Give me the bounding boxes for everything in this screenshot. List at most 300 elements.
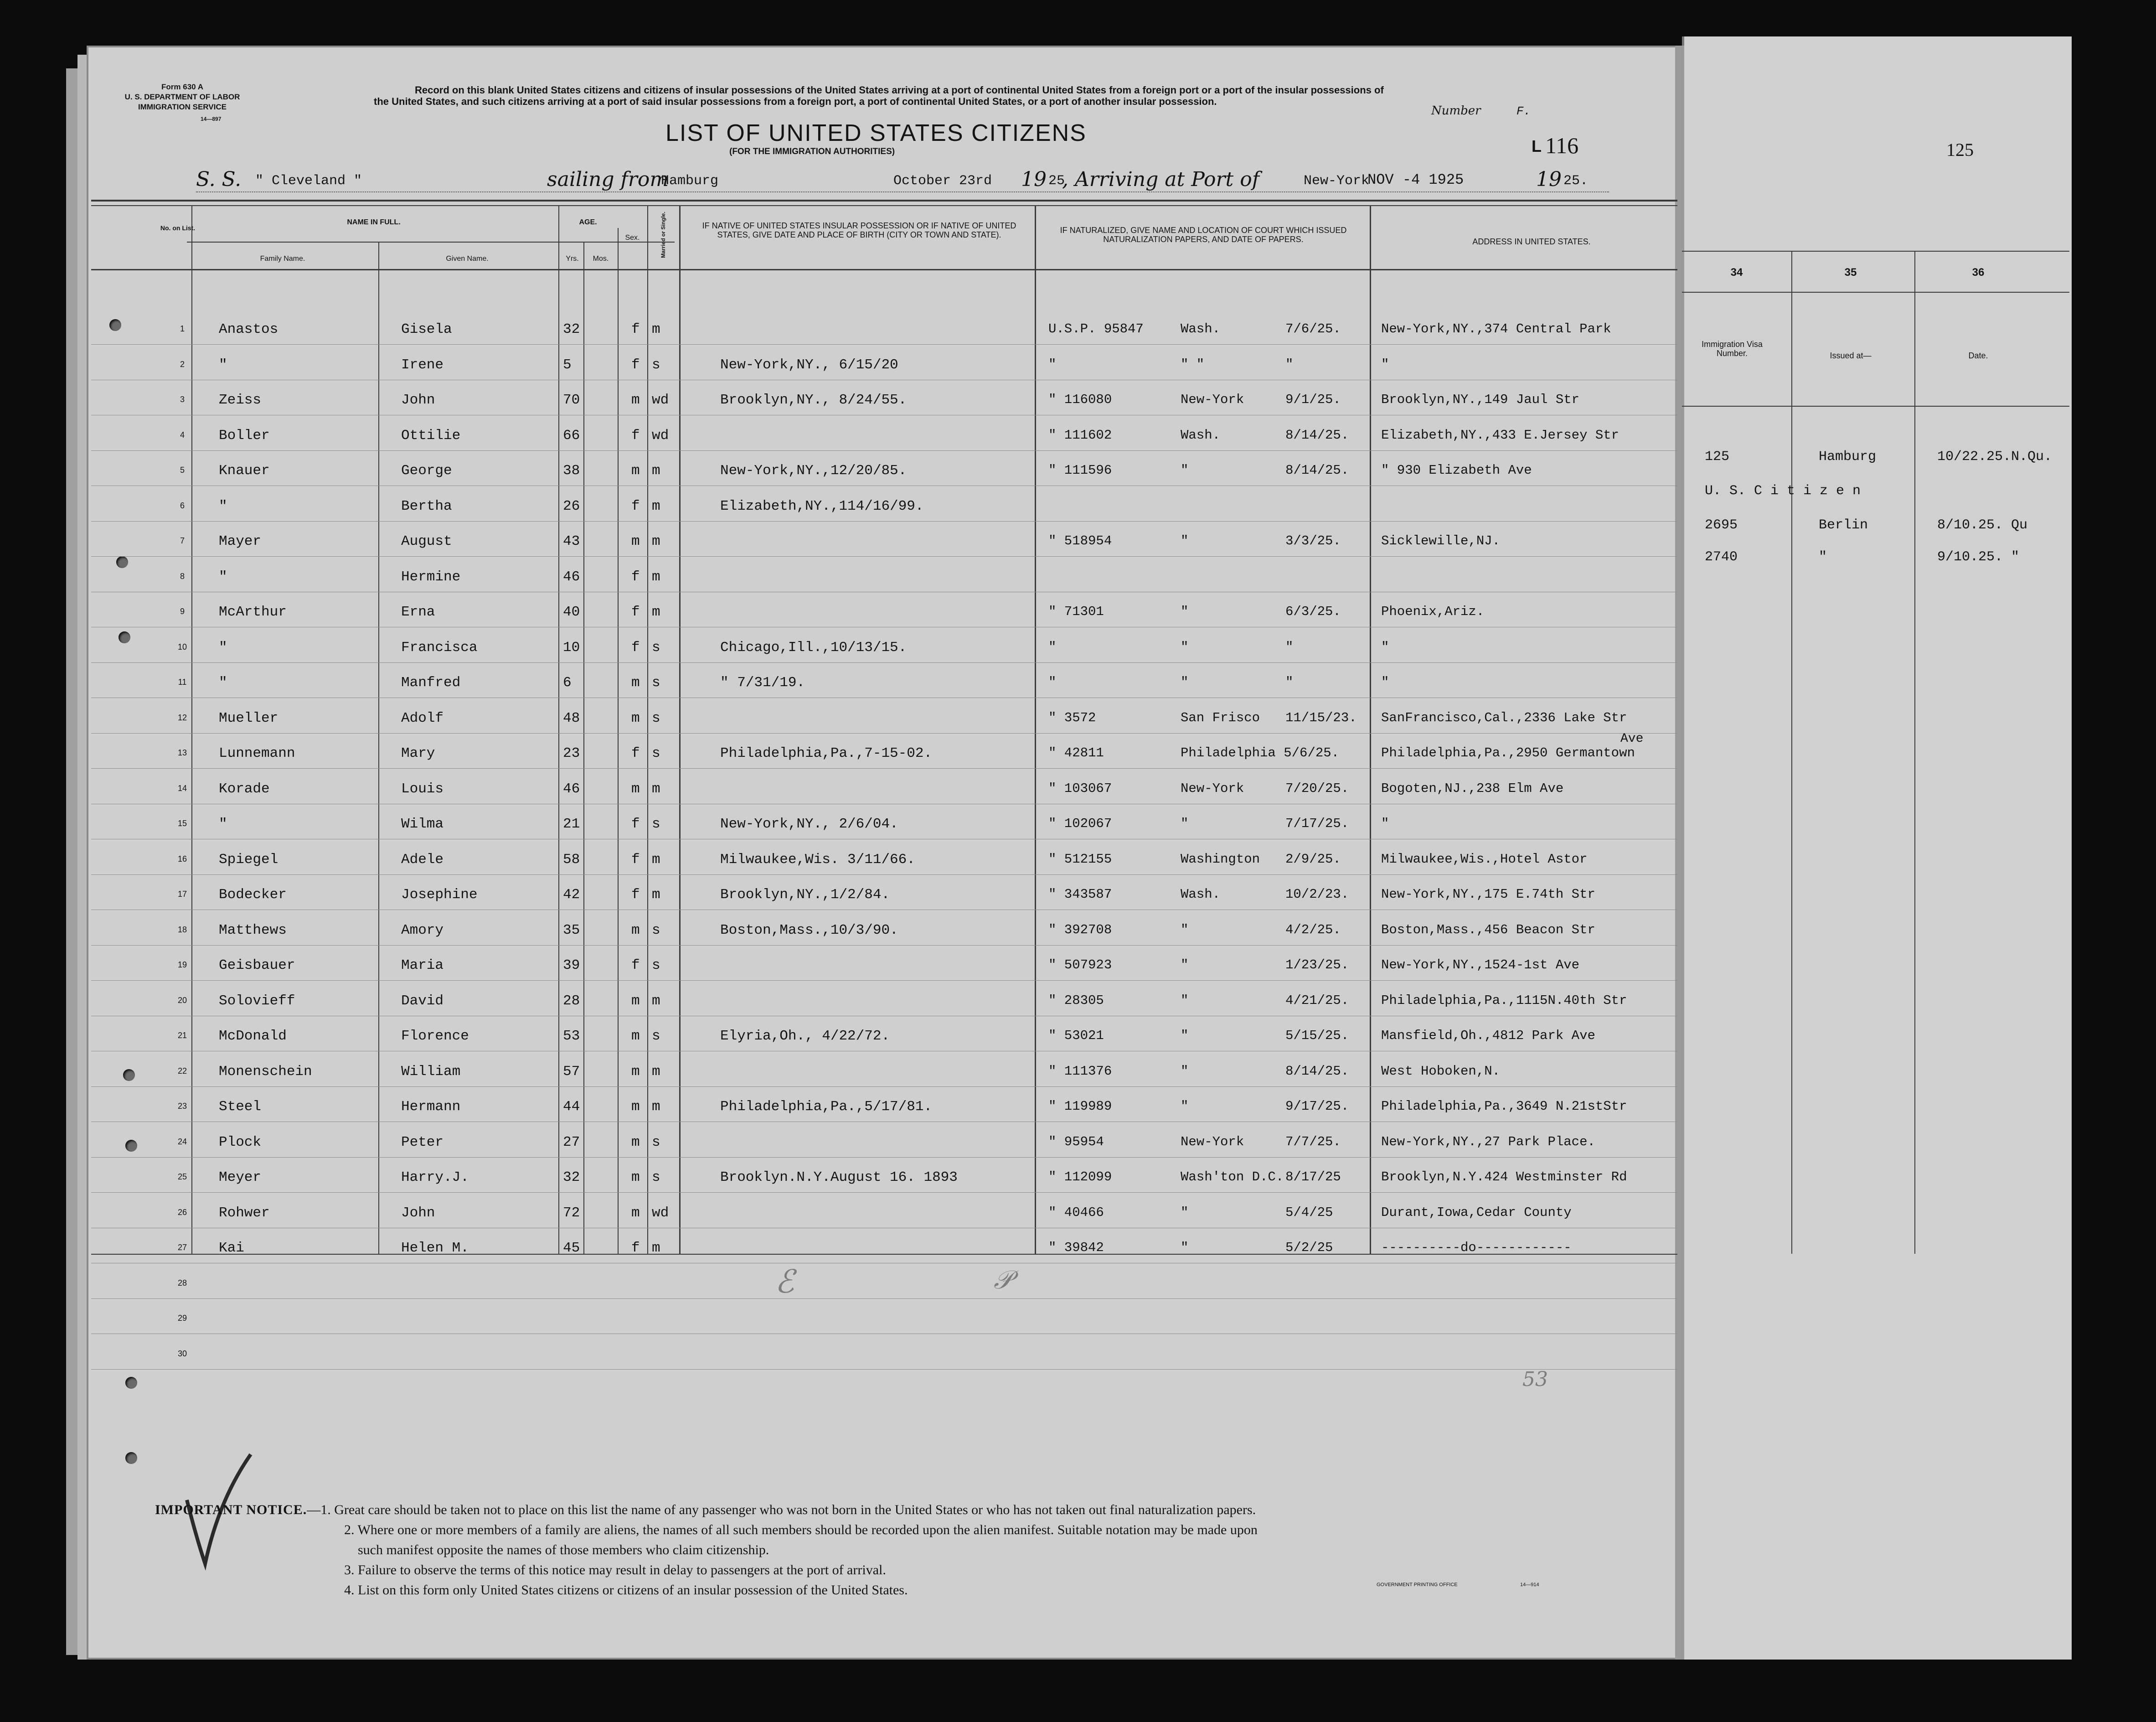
sex: m <box>631 533 640 549</box>
form-number: Form 630 A <box>161 83 203 91</box>
us-address: " 930 Elizabeth Ave <box>1381 463 1532 478</box>
col-header-given: Given Name. <box>446 255 489 263</box>
visa-date: 9/10.25. " <box>1937 549 2020 565</box>
age-years: 72 <box>563 1205 580 1221</box>
given-name: Peter <box>401 1134 444 1150</box>
row-number: 13 <box>177 748 187 757</box>
col-rule <box>679 205 681 1254</box>
col-rule <box>1035 205 1036 1254</box>
row-number: 25 <box>177 1172 187 1181</box>
right-header-rule <box>1682 406 2069 407</box>
certificate-number: " 518954 <box>1048 533 1112 548</box>
row-number: 8 <box>180 571 185 581</box>
us-address: Philadelphia,Pa.,1115N.40th Str <box>1381 993 1627 1008</box>
arriving-label: , Arriving at Port of <box>1062 168 1259 191</box>
court-location: Wash. <box>1181 427 1221 443</box>
marital-status: m <box>652 1099 660 1115</box>
birth-place-date: New-York,NY.,12/20/85. <box>720 463 907 479</box>
us-address: Philadelphia,Pa.,3649 N.21stStr <box>1381 1099 1627 1114</box>
given-name: Hermann <box>401 1099 461 1115</box>
certificate-number: " 103067 <box>1048 781 1112 796</box>
row-number: 24 <box>177 1137 187 1146</box>
papers-date: 9/17/25. <box>1285 1099 1349 1114</box>
row-number: 9 <box>180 607 185 616</box>
given-name: Mary <box>401 745 435 761</box>
given-name: Amory <box>401 922 444 938</box>
us-address: New-York,NY.,27 Park Place. <box>1381 1134 1595 1149</box>
age-years: 27 <box>563 1134 580 1150</box>
family-name: " <box>219 357 227 373</box>
sex: f <box>631 498 640 514</box>
age-years: 5 <box>563 357 572 373</box>
family-name: " <box>219 675 227 691</box>
row-number: 19 <box>177 960 187 969</box>
family-name: Meyer <box>219 1169 262 1185</box>
given-name: Harry.J. <box>401 1169 469 1185</box>
court-location: San Frisco <box>1181 710 1260 725</box>
sex: m <box>631 463 640 479</box>
court-location: " <box>1181 533 1189 548</box>
age-years: 23 <box>563 745 580 761</box>
family-name: Lunnemann <box>219 745 295 761</box>
col-rule <box>1370 205 1371 1254</box>
family-name: " <box>219 816 227 832</box>
page-fold <box>1675 46 1684 1660</box>
pencil-scribble: 𝒫 <box>994 1265 1012 1295</box>
ss-label: S. S. <box>196 168 242 191</box>
sex: f <box>631 639 640 656</box>
birth-place-date: Philadelphia,Pa.,5/17/81. <box>720 1099 933 1115</box>
list-mark-prefix: L <box>1532 137 1542 155</box>
form-instructions: Record on this blank United States citizens and citizens of insular possessions of the United States arriving at a port of continental United States from a foreign port or a port of the insular possessions of the United States, and such citizens arriving at a port of said insular possessions from a foreign port, a port of continental United States, or a port of another insular possession. <box>374 84 1384 107</box>
row-number: 1 <box>180 324 185 333</box>
given-name: William <box>401 1063 461 1080</box>
certificate-number: " 343587 <box>1048 887 1112 902</box>
birth-place-date: Boston,Mass.,10/3/90. <box>720 922 898 938</box>
court-location: Philadelphia 5/6/25. <box>1181 745 1340 760</box>
row-number: 4 <box>180 430 185 440</box>
row-number: 12 <box>177 713 187 722</box>
age-years: 28 <box>563 993 580 1009</box>
family-name: Bodecker <box>219 887 287 903</box>
col-header-name-in-full: NAME IN FULL. <box>347 218 401 226</box>
us-address: Durant,Iowa,Cedar County <box>1381 1205 1572 1220</box>
age-years: 70 <box>563 392 580 408</box>
family-name: Plock <box>219 1134 262 1150</box>
marital-status: s <box>652 675 660 691</box>
sex: m <box>631 1099 640 1115</box>
notice-label: IMPORTANT NOTICE. <box>155 1502 307 1517</box>
marital-status: s <box>652 710 660 726</box>
court-location: Wash. <box>1181 321 1221 336</box>
col-header-no: No. on List. <box>160 224 196 232</box>
papers-date: 8/14/25. <box>1285 463 1349 478</box>
papers-date: " <box>1285 675 1294 690</box>
certificate-number: " 507923 <box>1048 957 1112 972</box>
birth-place-date: Brooklyn.N.Y.August 16. 1893 <box>720 1169 958 1185</box>
marital-status: s <box>652 745 660 761</box>
age-years: 42 <box>563 887 580 903</box>
age-years: 10 <box>563 639 580 656</box>
sex: f <box>631 569 640 585</box>
row-rule <box>91 521 1677 522</box>
marital-status: s <box>652 957 660 973</box>
header-bottom-rule <box>91 269 1677 270</box>
marital-status: m <box>652 604 660 620</box>
family-name: Rohwer <box>219 1205 270 1221</box>
page-mark: 53 <box>1522 1368 1548 1391</box>
form-code: 14—897 <box>201 116 222 122</box>
ship-line-rule <box>196 191 1609 192</box>
age-years: 35 <box>563 922 580 938</box>
col-header-34: 34 <box>1730 266 1743 279</box>
certificate-number: " 392708 <box>1048 922 1112 937</box>
given-name: George <box>401 463 452 479</box>
us-address: New-York,NY.,1524-1st Ave <box>1381 957 1580 972</box>
printer-credit: GOVERNMENT PRINTING OFFICE <box>1377 1582 1458 1588</box>
us-address: Brooklyn,N.Y.424 Westminster Rd <box>1381 1169 1627 1184</box>
us-address: " <box>1381 639 1389 655</box>
row-rule <box>91 1369 1677 1370</box>
family-name: Kai <box>219 1240 244 1256</box>
sex: f <box>631 357 640 373</box>
us-address: ----------do------------ <box>1381 1240 1572 1255</box>
table-top-rule <box>91 200 1677 202</box>
family-name: Mueller <box>219 710 279 726</box>
service-name: IMMIGRATION SERVICE <box>138 103 227 111</box>
row-number: 6 <box>180 501 185 510</box>
court-location: " <box>1181 1205 1189 1220</box>
family-name: Solovieff <box>219 993 295 1009</box>
sex: f <box>631 1240 640 1256</box>
row-number: 20 <box>177 995 187 1005</box>
given-name: Josephine <box>401 887 478 903</box>
court-location: New-York <box>1181 392 1244 407</box>
sex: f <box>631 745 640 761</box>
us-address: New-York,NY.,175 E.74th Str <box>1381 887 1595 902</box>
col-header-naturalized: IF NATURALIZED, GIVE NAME AND LOCATION OF COURT WHICH ISSUED NATURALIZATION PAPERS, AND DATE OF PAPERS. <box>1060 226 1347 244</box>
certificate-number: " 112099 <box>1048 1169 1112 1184</box>
row-number: 15 <box>177 819 187 828</box>
row-number: 11 <box>178 677 187 687</box>
certificate-number: " 512155 <box>1048 851 1112 867</box>
court-location: " <box>1181 1240 1189 1255</box>
certificate-number: " <box>1048 675 1057 690</box>
visa-number: 2695 <box>1705 517 1738 533</box>
marital-status: m <box>652 463 660 479</box>
certificate-number: " 111376 <box>1048 1063 1112 1079</box>
age-years: 57 <box>563 1063 580 1080</box>
date-from: October 23rd <box>893 173 992 189</box>
sex: f <box>631 887 640 903</box>
court-location: New-York <box>1181 781 1244 796</box>
col-rule <box>618 228 619 1254</box>
given-name: David <box>401 993 444 1009</box>
age-years: 46 <box>563 569 580 585</box>
marital-status: m <box>652 781 660 797</box>
page-subtitle: (FOR THE IMMIGRATION AUTHORITIES) <box>729 147 895 156</box>
year-prefix-arrival: 19 <box>1536 168 1562 191</box>
marital-status: m <box>652 887 660 903</box>
age-years: 58 <box>563 851 580 868</box>
visa-number: 2740 <box>1705 549 1738 565</box>
family-name: Korade <box>219 781 270 797</box>
col-header-family: Family Name. <box>260 255 305 263</box>
us-address: Brooklyn,NY.,149 Jaul Str <box>1381 392 1580 407</box>
court-location: " <box>1181 957 1189 972</box>
row-rule <box>91 945 1677 946</box>
right-header-rule <box>1682 292 2069 293</box>
issued-at: Berlin <box>1819 517 1868 533</box>
birth-place-date: " 7/31/19. <box>720 675 805 691</box>
given-name: Wilma <box>401 816 444 832</box>
birth-place-date: Milwaukee,Wis. 3/11/66. <box>720 851 915 868</box>
certificate-number: " 40466 <box>1048 1205 1104 1220</box>
family-name: McArthur <box>219 604 287 620</box>
court-location: " <box>1181 463 1189 478</box>
row-number: 28 <box>177 1278 187 1288</box>
papers-date: 2/9/25. <box>1285 851 1341 867</box>
visa-date: 8/10.25. Qu <box>1937 517 2028 533</box>
row-number: 18 <box>177 925 187 934</box>
marital-status: s <box>652 357 660 373</box>
papers-date: 1/23/25. <box>1285 957 1349 972</box>
row-number: 29 <box>177 1313 187 1323</box>
marital-status: wd <box>652 427 669 444</box>
arrival-stamp: NOV -4 1925 <box>1367 171 1464 188</box>
papers-date: 3/3/25. <box>1285 533 1341 548</box>
marital-status: m <box>652 321 660 337</box>
papers-date: 7/17/25. <box>1285 816 1349 831</box>
birth-place-date: Chicago,Ill.,10/13/15. <box>720 639 907 656</box>
court-location: " <box>1181 675 1189 690</box>
sex: m <box>631 781 640 797</box>
given-name: Bertha <box>401 498 452 514</box>
certificate-number: " 42811 <box>1048 745 1104 760</box>
sailing-label: sailing from <box>547 168 669 191</box>
court-location: Wash. <box>1181 887 1221 902</box>
notice-item-2a: 2. Where one or more members of a family are aliens, the names of all such members should be recorded upon the alien manifest. Suitable notation may be made upon <box>344 1522 1258 1537</box>
papers-date: 7/7/25. <box>1285 1134 1341 1149</box>
us-address: West Hoboken,N. <box>1381 1063 1501 1079</box>
papers-date: 6/3/25. <box>1285 604 1341 619</box>
col-header-issued: Issued at— <box>1830 351 1872 360</box>
certificate-number: " <box>1048 357 1057 372</box>
marital-status: m <box>652 1240 660 1256</box>
marital-status: m <box>652 569 660 585</box>
family-name: Mayer <box>219 533 262 549</box>
court-location: Washington <box>1181 851 1260 867</box>
family-name: " <box>219 569 227 585</box>
col-header-visa: Immigration Visa Number. <box>1702 340 1763 358</box>
notice-item-3: 3. Failure to observe the terms of this notice may result in delay to passengers at the port of arrival. <box>344 1562 886 1577</box>
papers-date: 7/6/25. <box>1285 321 1341 336</box>
court-location: New-York <box>1181 1134 1244 1149</box>
us-address: Sicklewille,NJ. <box>1381 533 1501 548</box>
given-name: Florence <box>401 1028 469 1044</box>
row-number: 10 <box>177 642 187 652</box>
court-location: " <box>1181 993 1189 1008</box>
department-name: U. S. DEPARTMENT OF LABOR <box>124 93 240 101</box>
birth-place-date: Elyria,Oh., 4/22/72. <box>720 1028 890 1044</box>
papers-date: 5/15/25. <box>1285 1028 1349 1043</box>
marital-status: m <box>652 1063 660 1080</box>
row-rule <box>91 733 1677 734</box>
certificate-number: " 102067 <box>1048 816 1112 831</box>
sex: m <box>631 1028 640 1044</box>
papers-date: 5/4/25 <box>1285 1205 1333 1220</box>
table-top-rule <box>91 205 1677 206</box>
right-col-rule <box>1914 251 1915 1254</box>
age-years: 26 <box>563 498 580 514</box>
papers-date: 9/1/25. <box>1285 392 1341 407</box>
us-address: Philadelphia,Pa.,2950 Germantown <box>1381 745 1635 760</box>
us-address: " <box>1381 357 1389 372</box>
family-name: Knauer <box>219 463 270 479</box>
family-name: " <box>219 639 227 656</box>
family-name: Matthews <box>219 922 287 938</box>
age-years: 53 <box>563 1028 580 1044</box>
family-name: Boller <box>219 427 270 444</box>
papers-date: 4/2/25. <box>1285 922 1341 937</box>
given-name: John <box>401 392 435 408</box>
certificate-number: U.S.P. 95847 <box>1048 321 1144 336</box>
col-header-sex: Sex. <box>625 234 640 242</box>
family-name: " <box>219 498 227 514</box>
family-name: Monenschein <box>219 1063 312 1080</box>
row-rule <box>91 874 1677 875</box>
col-header-age: AGE. <box>579 218 597 226</box>
papers-date: 8/14/25. <box>1285 1063 1349 1079</box>
marital-status: m <box>652 533 660 549</box>
row-number: 21 <box>177 1031 187 1040</box>
us-address: Milwaukee,Wis.,Hotel Astor <box>1381 851 1588 867</box>
row-number: 7 <box>180 536 185 545</box>
birth-place-date: Brooklyn,NY.,1/2/84. <box>720 887 890 903</box>
subheader-rule <box>187 242 675 243</box>
marital-status: s <box>652 922 660 938</box>
given-name: August <box>401 533 452 549</box>
court-location: " <box>1181 1099 1189 1114</box>
row-rule <box>91 980 1677 981</box>
age-years: 43 <box>563 533 580 549</box>
sex: m <box>631 1205 640 1221</box>
port-from: Hamburg <box>661 173 719 189</box>
row-number: 22 <box>177 1066 187 1076</box>
col-rule <box>583 242 584 1254</box>
col-rule <box>647 205 648 1254</box>
us-address: New-York,NY.,374 Central Park <box>1381 321 1611 336</box>
certificate-number: " 53021 <box>1048 1028 1104 1043</box>
row-number: 3 <box>180 395 185 404</box>
punch-hole <box>125 1140 137 1152</box>
row-rule <box>91 344 1677 345</box>
papers-date: 11/15/23. <box>1285 710 1357 725</box>
punch-hole <box>109 319 121 331</box>
marital-status: m <box>652 993 660 1009</box>
certificate-number: " 28305 <box>1048 993 1104 1008</box>
sex: m <box>631 392 640 408</box>
number-value: F. <box>1516 104 1531 118</box>
notice-item-4: 4. List on this form only United States citizens or citizens of an insular possession of the United States. <box>344 1582 908 1598</box>
given-name: Manfred <box>401 675 461 691</box>
port-to: New-York <box>1304 173 1370 189</box>
court-location: " <box>1181 639 1189 655</box>
visa-number: 125 <box>1705 449 1730 465</box>
page-title: LIST OF UNITED STATES CITIZENS <box>665 120 1087 146</box>
col-header-35: 35 <box>1844 266 1857 279</box>
marital-status: s <box>652 816 660 832</box>
given-name: Helen M. <box>401 1240 469 1256</box>
punch-hole <box>125 1377 137 1389</box>
address-overflow: Ave <box>1620 732 1644 746</box>
marital-status: s <box>652 639 660 656</box>
row-number: 27 <box>177 1243 187 1252</box>
sex: f <box>631 321 640 337</box>
birth-place-date: Elizabeth,NY.,114/16/99. <box>720 498 924 514</box>
sex: m <box>631 1063 640 1080</box>
birth-place-date: Brooklyn,NY., 8/24/55. <box>720 392 907 408</box>
sex: m <box>631 675 640 691</box>
year-to: 25. <box>1563 173 1589 189</box>
year-prefix: 19 <box>1021 168 1047 191</box>
row-number: 14 <box>177 783 187 793</box>
certificate-number: " 111596 <box>1048 463 1112 478</box>
visa-date: 10/22.25.N.Qu. <box>1937 449 2053 465</box>
given-name: Gisela <box>401 321 452 337</box>
certificate-number: " <box>1048 639 1057 655</box>
family-name: McDonald <box>219 1028 287 1044</box>
punch-hole <box>119 631 130 643</box>
punch-hole <box>116 556 128 568</box>
given-name: Erna <box>401 604 435 620</box>
certificate-number: " 111602 <box>1048 427 1112 443</box>
col-rule <box>378 242 379 1254</box>
marital-status: m <box>652 851 660 868</box>
age-years: 38 <box>563 463 580 479</box>
papers-date: 7/20/25. <box>1285 781 1349 796</box>
certificate-number: " 3572 <box>1048 710 1096 725</box>
row-rule <box>91 768 1677 769</box>
issued-at: Hamburg <box>1819 449 1877 465</box>
row-number: 23 <box>177 1101 187 1111</box>
pencil-scribble: ℰ <box>775 1263 794 1300</box>
us-address: Bogoten,NJ.,238 Elm Ave <box>1381 781 1564 796</box>
court-location: " " <box>1181 357 1205 372</box>
row-number: 17 <box>177 889 187 899</box>
row-number: 26 <box>177 1207 187 1217</box>
sex: m <box>631 1169 640 1185</box>
col-header-birth: IF NATIVE OF UNITED STATES INSULAR POSSESSION OR IF NATIVE OF UNITED STATES, GIVE DATE AND PLACE OF BIRTH (CITY OR TOWN AND STATE). <box>702 221 1016 239</box>
sex: f <box>631 957 640 973</box>
col-header-yrs: Yrs. <box>566 255 579 263</box>
sex: m <box>631 993 640 1009</box>
printer-code: 14—914 <box>1520 1582 1539 1588</box>
court-location: " <box>1181 816 1189 831</box>
col-header-address: ADDRESS IN UNITED STATES. <box>1472 237 1591 246</box>
given-name: Adolf <box>401 710 444 726</box>
row-rule <box>91 1157 1677 1158</box>
certificate-number: " 71301 <box>1048 604 1104 619</box>
row-rule <box>91 1298 1677 1299</box>
age-years: 21 <box>563 816 580 832</box>
family-name: Spiegel <box>219 851 279 868</box>
form-number-block <box>123 82 242 112</box>
row-number: 30 <box>177 1349 187 1358</box>
marital-status: m <box>652 498 660 514</box>
certificate-number: " 95954 <box>1048 1134 1104 1149</box>
given-name: Maria <box>401 957 444 973</box>
